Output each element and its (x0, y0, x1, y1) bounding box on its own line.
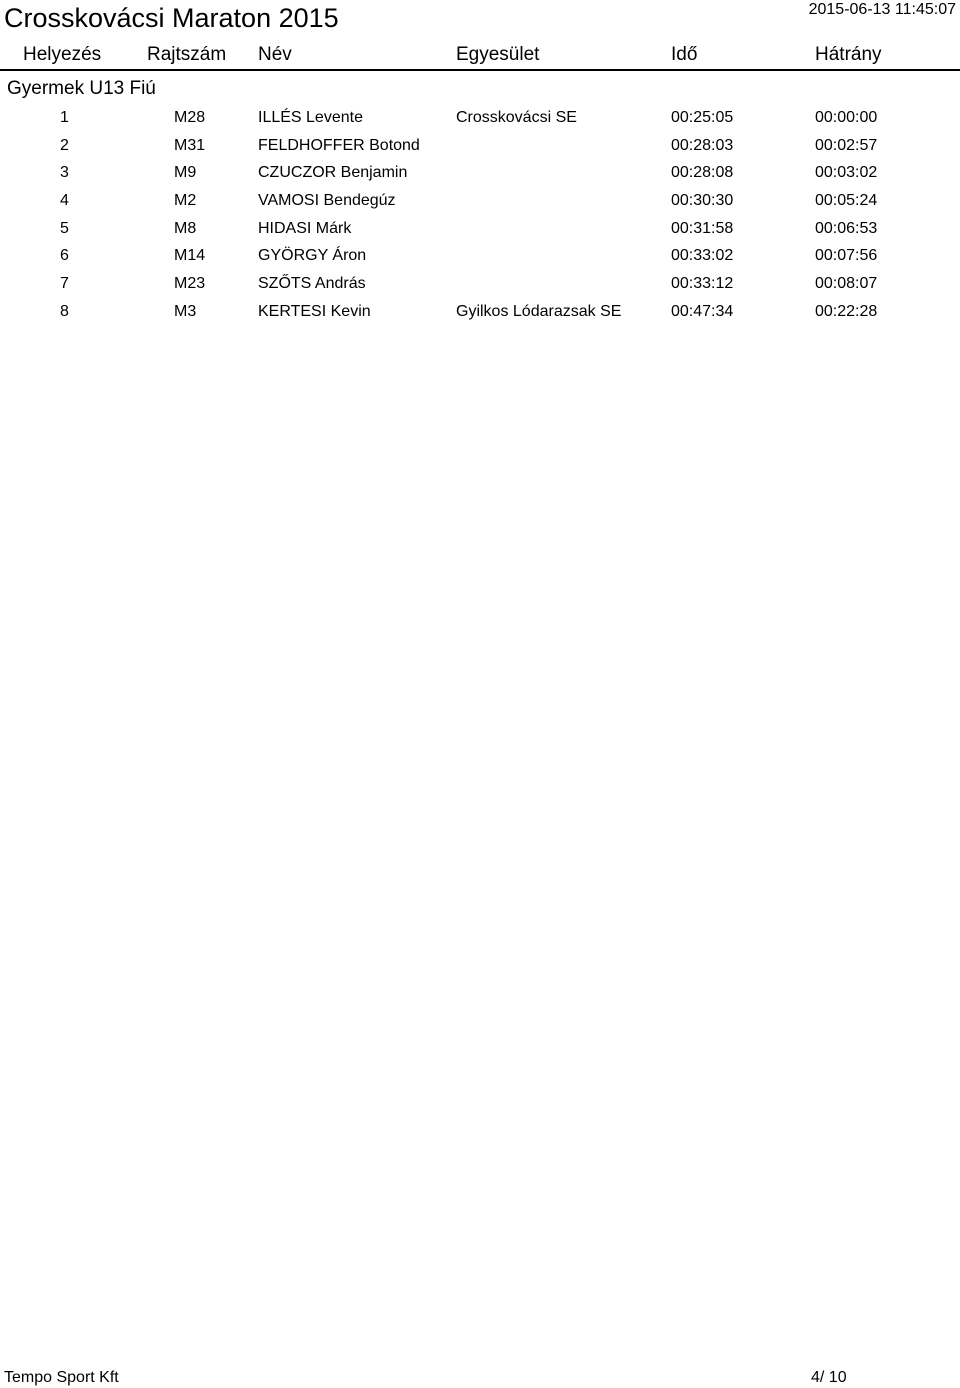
name-cell: VAMOSI Bendegúz (258, 192, 396, 210)
column-header-name: Név (258, 44, 292, 65)
gap-cell: 00:05:24 (815, 192, 878, 210)
gap-cell: 00:07:56 (815, 247, 878, 265)
column-header-bib: Rajtszám (147, 44, 227, 65)
print-timestamp: 2015-06-13 11:45:07 (808, 1, 956, 18)
time-cell: 00:33:02 (671, 247, 734, 265)
bib-cell: M2 (174, 192, 197, 210)
column-header-gap: Hátrány (815, 44, 882, 65)
column-header-rank: Helyezés (23, 44, 102, 65)
time-cell: 00:30:30 (671, 192, 734, 210)
table-row (0, 159, 960, 187)
rank-cell: 7 (60, 275, 69, 293)
bib-cell: M8 (174, 219, 197, 237)
table-row (0, 215, 960, 243)
name-cell: HIDASI Márk (258, 219, 352, 237)
bib-cell: M3 (174, 302, 197, 320)
time-cell: 00:28:03 (671, 136, 734, 154)
rank-cell: 6 (60, 247, 69, 265)
time-cell: 00:47:34 (671, 302, 734, 320)
bib-cell: M14 (174, 247, 206, 265)
category-title: Gyermek U13 Fiú (7, 78, 156, 99)
gap-cell: 00:03:02 (815, 164, 878, 182)
time-cell: 00:31:58 (671, 219, 734, 237)
gap-cell: 00:06:53 (815, 219, 878, 237)
footer-company: Tempo Sport Kft (4, 1369, 119, 1386)
table-row (0, 104, 960, 132)
name-cell: CZUCZOR Benjamin (258, 164, 408, 182)
rank-cell: 2 (60, 136, 69, 154)
gap-cell: 00:08:07 (815, 275, 878, 293)
header-divider (0, 69, 960, 71)
bib-cell: M23 (174, 275, 206, 293)
time-cell: 00:25:05 (671, 109, 734, 126)
table-row (0, 187, 960, 215)
bib-cell: M9 (174, 164, 197, 182)
rank-cell: 8 (60, 302, 69, 320)
club-cell: Gyilkos Lódarazsak SE (456, 302, 622, 320)
table-row (0, 242, 960, 270)
bib-cell: M28 (174, 109, 206, 126)
event-title: Crosskovácsi Maraton 2015 (4, 3, 339, 33)
name-cell: KERTESI Kevin (258, 302, 371, 320)
rank-cell: 4 (60, 192, 69, 210)
club-cell: Crosskovácsi SE (456, 109, 577, 126)
table-row (0, 270, 960, 298)
name-cell: FELDHOFFER Botond (258, 136, 420, 154)
gap-cell: 00:22:28 (815, 302, 878, 320)
name-cell: GYÖRGY Áron (258, 247, 367, 265)
column-header-time: Idő (671, 44, 698, 65)
results-table (0, 104, 960, 326)
table-row (0, 132, 960, 160)
name-cell: ILLÉS Levente (258, 109, 363, 126)
table-row (0, 298, 960, 326)
name-cell: SZŐTS András (258, 275, 366, 293)
rank-cell: 3 (60, 164, 69, 182)
page-number: 4/ 10 (811, 1369, 847, 1386)
time-cell: 00:28:08 (671, 164, 734, 182)
time-cell: 00:33:12 (671, 275, 734, 293)
rank-cell: 1 (60, 109, 69, 126)
bib-cell: M31 (174, 136, 206, 154)
column-header-club: Egyesület (456, 44, 540, 65)
gap-cell: 00:02:57 (815, 136, 878, 154)
gap-cell: 00:00:00 (815, 109, 878, 126)
rank-cell: 5 (60, 219, 69, 237)
